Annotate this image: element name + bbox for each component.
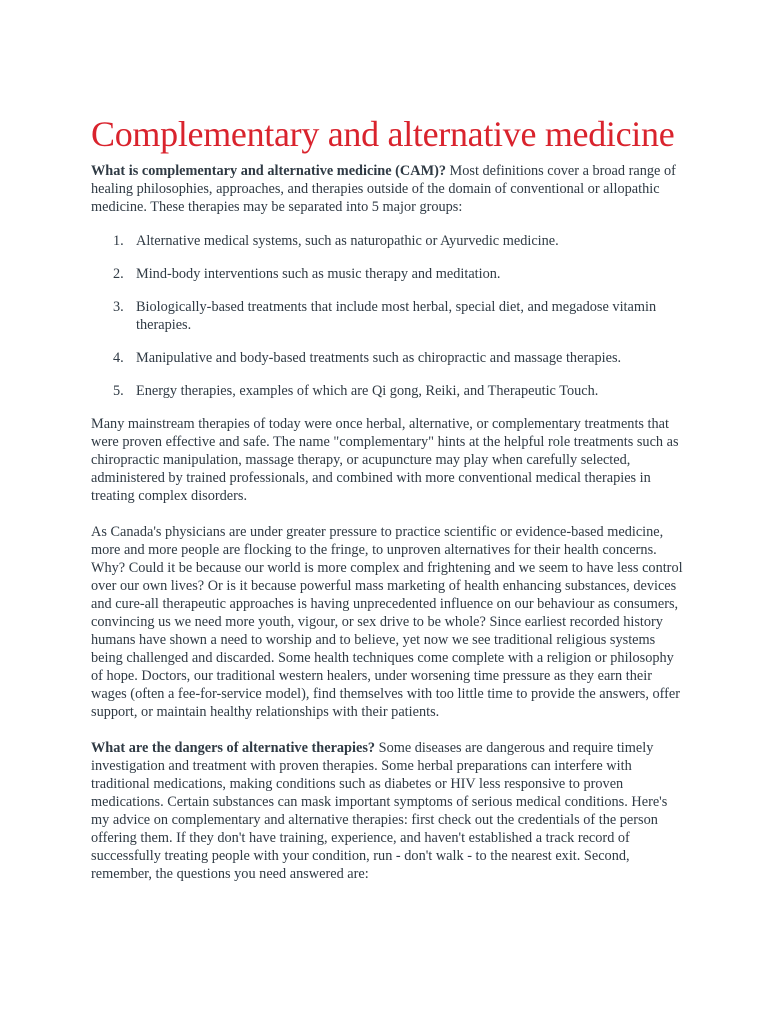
list-item-number: 1. [113, 233, 124, 249]
mainstream-paragraph: Many mainstream therapies of today were once herbal, alternative, or complementary treatments that were proven effective and safe. The name "complementary" hints at the helpful role treatments such as chiropractic manipulation, massage therapy, or acupuncture may play when carefully selected, administered by trained professionals, and combined with more conventional medical therapies in treating complex disorders. [91, 416, 679, 504]
list-item [91, 232, 686, 250]
therapy-groups-list [91, 232, 686, 400]
dangers-lead: What are the dangers of alternative therapies? [91, 740, 376, 756]
intro-paragraph [91, 162, 686, 216]
intro-lead: What is complementary and alternative medicine (CAM)? [91, 163, 446, 179]
list-item-number: 2. [113, 266, 124, 282]
list-item-text: Mind-body interventions such as music therapy and meditation. [136, 266, 501, 282]
list-item [91, 265, 686, 283]
list-item-number: 5. [113, 383, 124, 399]
document-page [91, 112, 686, 883]
list-item [91, 298, 686, 334]
dangers-paragraph [91, 739, 686, 883]
intro-text: Most definitions cover a broad range of healing philosophies, approaches, and therapies outside of the domain of conventional or allopathic medicine. These therapies may be separated into 5 major groups: [91, 163, 676, 215]
list-item-text: Alternative medical systems, such as naturopathic or Ayurvedic medicine. [136, 233, 559, 249]
list-item-text: Manipulative and body-based treatments such as chiropractic and massage therapies. [136, 350, 622, 366]
list-item [91, 349, 686, 367]
dangers-text: Some diseases are dangerous and require timely investigation and treatment with proven therapies. Some herbal preparations can interfere with traditional medications, making conditions such as diabetes or HIV less responsive to proven medications. Certain substances can mask important symptoms of serious medical conditions. Here's my advice on complementary and alternative therapies: first check out the credentials of the person offering them. If they don't have training, experience, and haven't established a track record of successfully treating people with your condition, run - don't walk - to the nearest exit. Second, remember, the questions you need answered are: [91, 740, 668, 882]
list-item [91, 382, 686, 400]
page-title: Complementary and alternative medicine [91, 114, 675, 154]
list-item-number: 3. [113, 299, 124, 315]
list-item-number: 4. [113, 350, 124, 366]
list-item-text: Energy therapies, examples of which are Qi gong, Reiki, and Therapeutic Touch. [136, 383, 599, 399]
list-item-text: Biologically-based treatments that include most herbal, special diet, and megadose vitamin therapies. [136, 299, 657, 333]
canada-paragraph: As Canada's physicians are under greater pressure to practice scientific or evidence-based medicine, more and more people are flocking to the fringe, to unproven alternatives for their health concerns. Why? Could it be because our world is more complex and frightening and we seem to have less control over our own lives? Or is it because powerful mass marketing of health enhancing substances, devices and cure-all therapeutic approaches is having unprecedented influence on our behaviour as consumers, convincing us we need more youth, vigour, or sex drive to be whole? Since earliest recorded history humans have shown a need to worship and to believe, yet now we see traditional religious systems being challenged and discarded. Some health techniques come complete with a religion or philosophy of hope. Doctors, our traditional western healers, under worsening time pressure as they earn their wages (often a fee-for-service model), find themselves with too little time to provide the answers, offer support, or maintain healthy relationships with their patients. [91, 524, 683, 720]
